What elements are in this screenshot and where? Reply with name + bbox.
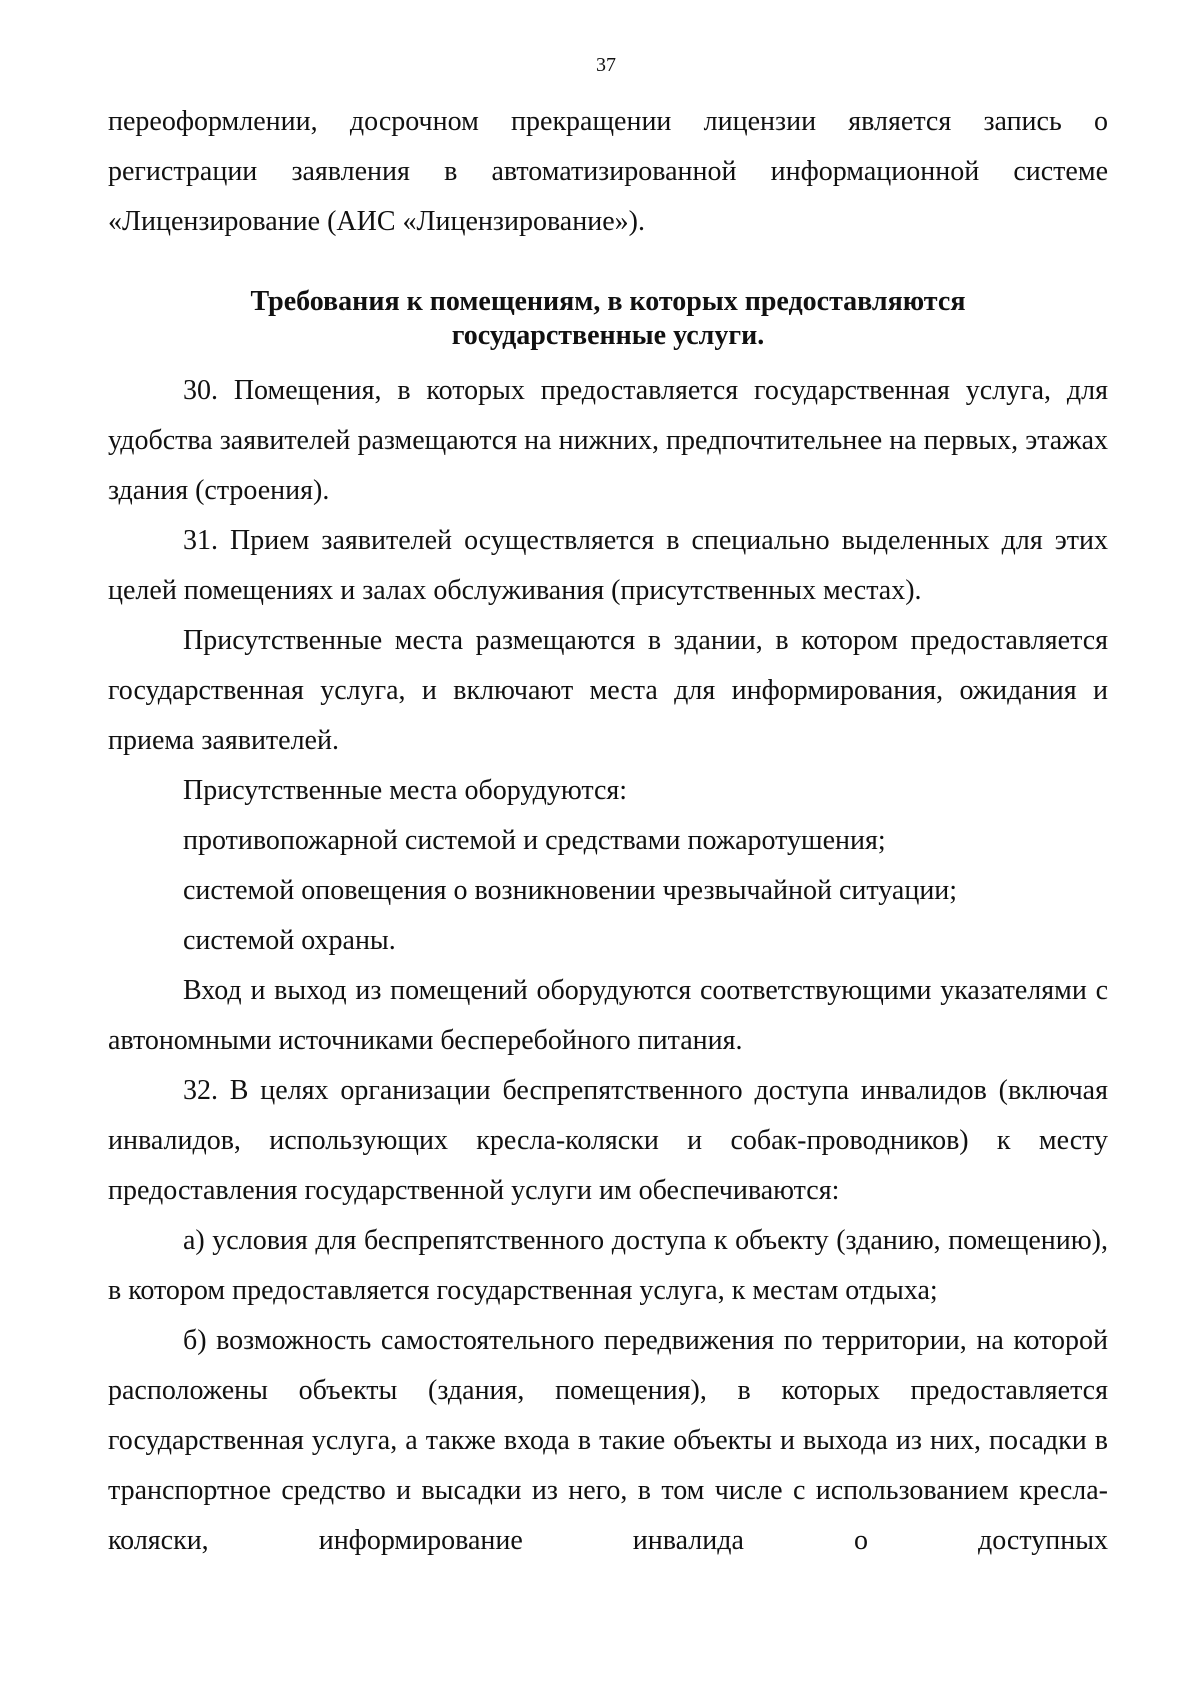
intro-paragraph: переоформлении, досрочном прекращении лицензии является запись о регистрации заявления в автоматизированной информационной системе «Лицензирование (АИС «Лицензирование»). [108, 106, 1108, 237]
paragraph-30: 30. Помещения, в которых предоставляется государственная услуга, для удобства заявителей размещаются на нижних, предпочтительнее на первых, этажах здания (строения). [108, 375, 1108, 506]
list-item-fire: противопожарной системой и средствами пожаротушения; [183, 825, 886, 856]
main-body [108, 366, 1108, 1566]
page-number: 37 [596, 54, 616, 76]
paragraph-32: 32. В целях организации беспрепятственного доступа инвалидов (включая инвалидов, использующих кресла-коляски и собак-проводников) к месту предоставления государственной услуги им обеспечиваются: [108, 1075, 1108, 1206]
section-heading [108, 285, 1108, 353]
paragraph-entrance: Вход и выход из помещений оборудуются соответствующими указателями с автономными источниками бесперебойного питания. [108, 975, 1108, 1056]
paragraph-32a: а) условия для беспрепятственного доступа к объекту (зданию, помещению), в котором предоставляется государственная услуга, к местам отдыха; [108, 1225, 1108, 1306]
section-heading-line1: Требования к помещениям, в которых предоставляются [250, 286, 966, 317]
paragraph-equipped: Присутственные места оборудуются: [183, 775, 628, 806]
paragraph-31: 31. Прием заявителей осуществляется в специально выделенных для этих целей помещениях и залах обслуживания (присутственных местах). [108, 525, 1108, 606]
intro-block [108, 97, 1108, 247]
list-item-alert: системой оповещения о возникновении чрезвычайной ситуации; [183, 875, 958, 906]
list-item-security: системой охраны. [183, 925, 396, 956]
section-heading-line2: государственные услуги. [451, 320, 765, 351]
paragraph-places: Присутственные места размещаются в здании, в котором предоставляется государственная услуга, и включают места для информирования, ожидания и приема заявителей. [108, 625, 1108, 756]
paragraph-32b: б) возможность самостоятельного передвижения по территории, на которой расположены объекты (здания, помещения), в которых предоставляется государственная услуга, а также входа в такие объекты и выхода из них, посадки в транспортное средство и высадки из него, в том числе с использованием кресла-коляски, информирование инвалида о доступных [108, 1325, 1108, 1556]
